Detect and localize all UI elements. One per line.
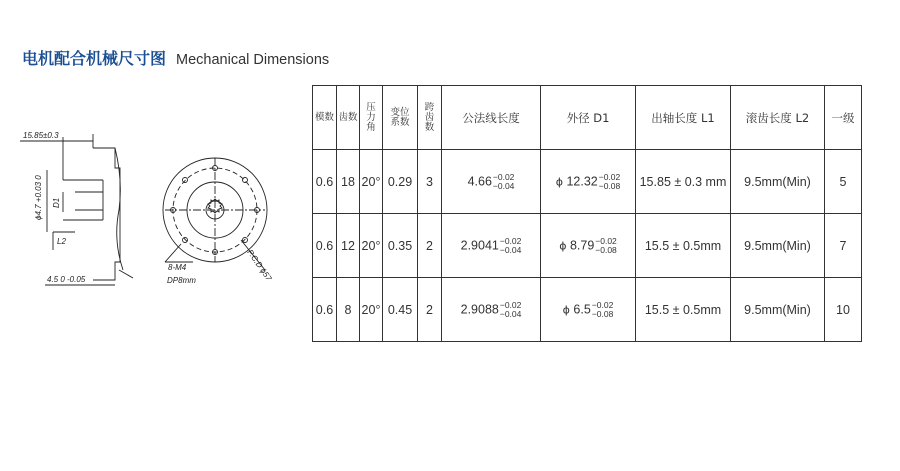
- leader-m4: [165, 244, 181, 262]
- tol-upper: −0.02: [492, 171, 515, 182]
- label-diameter-47: ϕ4.7 +0.03 0: [34, 175, 43, 220]
- cell-module: 0.6: [313, 278, 337, 342]
- cell-shaft-length: 15.5 ± 0.5mm: [636, 278, 731, 342]
- header-shaft-length: 出轴长度 L1: [636, 86, 731, 150]
- cell-outer-diameter: [541, 214, 636, 278]
- tol-lower: −0.08: [595, 244, 617, 255]
- cell-span: 3: [418, 150, 442, 214]
- tol-lower: −0.04: [499, 244, 522, 255]
- chord-value: 4.66: [467, 173, 492, 188]
- cell-teeth: 18: [337, 150, 360, 214]
- mechanical-drawing: [15, 120, 310, 300]
- cell-module: 0.6: [313, 150, 337, 214]
- tol-upper: −0.02: [499, 299, 522, 310]
- od-value: 6.5: [573, 301, 591, 316]
- page-title-english: Mechanical Dimensions: [176, 52, 330, 68]
- header-module: 模数: [313, 86, 337, 150]
- page-title-chinese: 电机配合机械尺寸图: [22, 49, 167, 68]
- header-outer-diameter: 外径 D1: [541, 86, 636, 150]
- header-chordal-length: 公法线长度: [442, 86, 541, 150]
- cell-shift: 0.45: [383, 278, 418, 342]
- chord-tolerance: [500, 237, 522, 255]
- cell-angle: 20°: [360, 150, 383, 214]
- od-value: 8.79: [569, 237, 595, 252]
- table-row: [313, 278, 862, 342]
- cell-hob-length: 9.5mm(Min): [731, 150, 825, 214]
- od-tolerance: [599, 173, 621, 191]
- cell-shift: 0.35: [383, 214, 418, 278]
- chord-value: 2.9041: [460, 237, 499, 252]
- header-hob-length: 滚齿长度 L2: [731, 86, 825, 150]
- cell-shift: 0.29: [383, 150, 418, 214]
- label-length-45: 4.5 0 -0.05: [47, 275, 86, 284]
- cell-angle: 20°: [360, 214, 383, 278]
- cell-module: 0.6: [313, 214, 337, 278]
- tol-lower: −0.08: [591, 308, 614, 319]
- front-view-labels: [167, 248, 274, 285]
- cell-hob-length: 9.5mm(Min): [731, 214, 825, 278]
- tol-upper: −0.02: [598, 171, 621, 182]
- tol-upper: −0.02: [591, 299, 614, 310]
- diameter-symbol: ϕ: [562, 302, 570, 316]
- cell-stage: 5: [825, 150, 862, 214]
- tol-upper: −0.02: [499, 235, 522, 246]
- cell-chordal-length: [442, 278, 541, 342]
- flange-outline: [93, 148, 120, 280]
- cell-teeth: 12: [337, 214, 360, 278]
- diameter-symbol: ϕ: [555, 174, 563, 188]
- cell-chordal-length: [442, 150, 541, 214]
- table-header-row: [313, 86, 862, 150]
- label-l2: L2: [57, 237, 66, 246]
- header-pressure-angle: 压力角: [360, 86, 383, 150]
- od-value: 12.32: [566, 173, 598, 188]
- cell-hob-length: 9.5mm(Min): [731, 278, 825, 342]
- od-tolerance: [595, 237, 617, 255]
- cell-teeth: 8: [337, 278, 360, 342]
- diameter-symbol: ϕ: [559, 238, 567, 252]
- header-stage: 一级: [825, 86, 862, 150]
- tol-lower: −0.04: [492, 180, 515, 191]
- table-row: [313, 150, 862, 214]
- side-view-labels: [23, 131, 86, 284]
- tol-upper: −0.02: [595, 235, 617, 246]
- cell-stage: 7: [825, 214, 862, 278]
- cell-stage: 10: [825, 278, 862, 342]
- table-row: [313, 214, 862, 278]
- cell-angle: 20°: [360, 278, 383, 342]
- chord-value: 2.9088: [460, 301, 499, 316]
- spec-table: [312, 85, 862, 342]
- od-tolerance: [592, 301, 614, 319]
- header-span-teeth: 跨齿数: [418, 86, 442, 150]
- tol-lower: −0.04: [499, 308, 522, 319]
- bolt-hole: [243, 178, 248, 183]
- break-line: [115, 148, 123, 270]
- cell-span: 2: [418, 214, 442, 278]
- header-teeth: 齿数: [337, 86, 360, 150]
- chord-tolerance: [500, 301, 522, 319]
- label-dp8mm: DP8mm: [167, 276, 196, 285]
- label-8m4: 8-M4: [168, 263, 187, 272]
- header-shift-coefficient: 变位系数: [383, 86, 418, 150]
- page-title: [22, 46, 329, 69]
- cell-span: 2: [418, 278, 442, 342]
- cell-shaft-length: 15.85 ± 0.3 mm: [636, 150, 731, 214]
- cell-shaft-length: 15.5 ± 0.5mm: [636, 214, 731, 278]
- cell-outer-diameter: [541, 278, 636, 342]
- label-length-1585: 15.85±0.3: [23, 131, 59, 140]
- label-d1: D1: [52, 197, 61, 208]
- chord-tolerance: [493, 173, 515, 191]
- label-pcd: P.C.D ϕ57: [245, 247, 274, 283]
- cell-chordal-length: [442, 214, 541, 278]
- break-line: [119, 270, 133, 278]
- cell-outer-diameter: [541, 150, 636, 214]
- tol-lower: −0.08: [598, 180, 621, 191]
